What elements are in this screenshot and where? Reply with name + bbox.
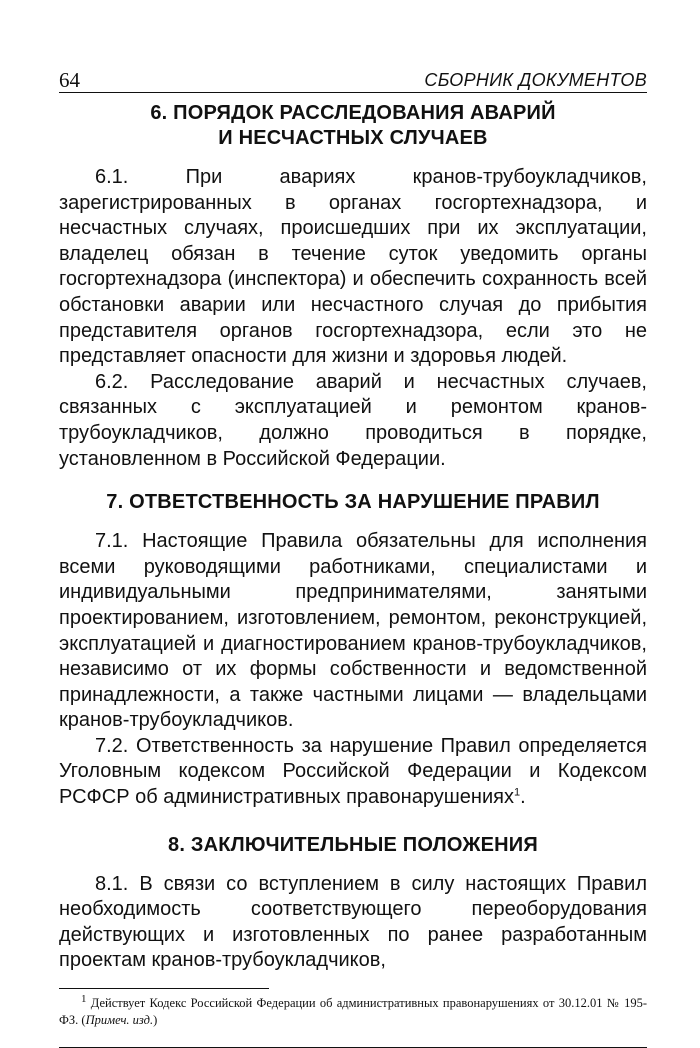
paragraph-8-1: 8.1. В связи со вступлением в силу настоящих Правил необходимость соответствующего переоборудования действующих и изготовленных по ранее разработанным проектам кранов-трубоукладчиков, xyxy=(59,872,647,972)
paragraph-7-2 xyxy=(59,734,647,811)
section-7-title: 7. ОТВЕТСТВЕННОСТЬ ЗА НАРУШЕНИЕ ПРАВИЛ xyxy=(106,491,600,514)
section-8-title: 8. ЗАКЛЮЧИТЕЛЬНЫЕ ПОЛОЖЕНИЯ xyxy=(168,833,538,856)
section-6-body xyxy=(59,165,647,472)
footnote-text: Действует Кодекс Российской Федерации об административных правонарушениях от 30.12.01 № 195-ФЗ. ( xyxy=(59,996,647,1028)
page-header xyxy=(59,66,647,93)
section-8-body xyxy=(59,872,647,974)
section-7-body xyxy=(59,529,647,811)
footnote-separator xyxy=(59,988,269,989)
footnote-close: ) xyxy=(153,1013,158,1028)
paragraph-6-2: 6.2. Расследование аварий и несчастных случаев, связанных с эксплуатацией и ремонтом кранов-трубоукладчиков, должно проводиться в порядке, установленном в Российской Федерации. xyxy=(59,370,647,470)
section-6-title-line1: 6. ПОРЯДОК РАССЛЕДОВАНИЯ АВАРИЙ xyxy=(150,102,556,124)
page xyxy=(59,66,647,1048)
footnote-reference: 1 xyxy=(513,786,521,799)
page-number: 64 xyxy=(59,68,80,92)
footnote xyxy=(59,992,647,1029)
paragraph-6-1: 6.1. При авариях кранов-трубоукладчиков, зарегистрированных в органах госгортехнадзора, и несчастных случаях, происшедших при их эксплуатации, владелец обязан в течение суток уведомить органы госгортехнадзора (инспектора) и обеспечить сохранность всей обстановки аварии или несчастного случая до прибытия представителя органов госгортехнадзора, если это не представляет опасности для жизни и здоровья людей. xyxy=(59,166,647,368)
paragraph-7-1: 7.1. Настоящие Правила обязательны для исполнения всеми руководящими работниками, специалистами и индивидуальными предпринимателями, занятыми проектированием, изготовлением, ремонтом, реконструкцией, эксплуатацией и диагностированием кранов-трубоукладчиков, независимо от их формы собственности и ведомственной принадлежности, а также частными лицами — владельцами кранов-трубоукладчиков. xyxy=(59,530,647,732)
section-6-title-line2: И НЕСЧАСТНЫХ СЛУЧАЕВ xyxy=(218,127,488,149)
paragraph-7-2-end: . xyxy=(520,786,526,809)
section-6-title xyxy=(59,101,647,151)
footnote-mark: 1 xyxy=(81,992,87,1005)
paragraph-7-2-text: 7.2. Ответственность за нарушение Правил определяется Уголовным кодексом Российской Федерации и Кодексом РСФСР об административных правонарушениях xyxy=(59,734,647,809)
running-title: СБОРНИК ДОКУМЕНТОВ xyxy=(424,70,647,90)
footnote-publisher-note: Примеч. изд. xyxy=(85,1013,154,1028)
